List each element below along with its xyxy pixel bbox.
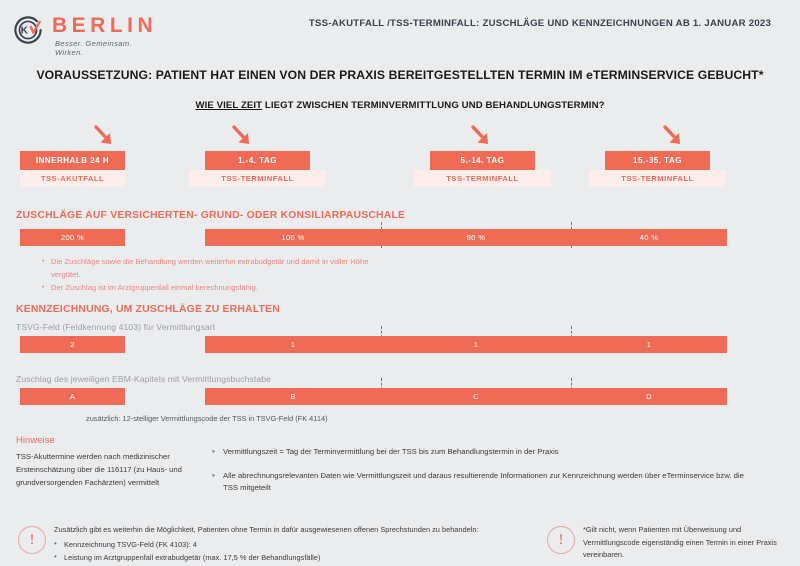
- footer-left-bullet-2: • Leistung im Arztgruppenfall extrabudgetär (max. 17,5 % der Behandlungsfälle): [54, 552, 524, 565]
- marking-row1-bar-3: [381, 336, 571, 353]
- marking-row2-value-2: B: [290, 392, 296, 401]
- marking-row1-value-3: 1: [473, 340, 479, 349]
- footer-left-intro: Zusätzlich gibt es weiterhin die Möglichkeit, Patienten ohne Termin in dafür ausgewiesenen offenen Sprechstunden zu behandeln:: [54, 525, 479, 534]
- phase-range-4: 15.-35. TAG: [605, 151, 710, 170]
- phase-type-2: TSS-TERMINFALL: [189, 170, 326, 187]
- marking-row1-label: TSVG-Feld (Feldkennung 4103) für Vermittlungsart: [16, 322, 216, 332]
- phase-range-2: 1.-4. TAG: [205, 151, 310, 170]
- footer-left-text: [54, 524, 524, 566]
- question-emphasis: WIE VIEL ZEIT: [195, 100, 263, 111]
- marking-row2-bar-4: [571, 388, 727, 405]
- marking-row2-bar-3: [381, 388, 571, 405]
- marking-row1-bar-1: [20, 336, 125, 353]
- surcharges-heading: ZUSCHLÄGE AUF VERSICHERTEN- GRUND- ODER KONSILIARPAUSCHALE: [16, 210, 406, 221]
- surcharge-value-3: 80 %: [466, 233, 486, 242]
- marking-row1-value-4: 1: [646, 340, 652, 349]
- question-remainder: LIEGT ZWISCHEN TERMINVERMITTLUNG UND BEHANDLUNGSTERMIN?: [262, 100, 605, 111]
- down-arrow-icon-4: [661, 124, 687, 150]
- marking-row1-value-2: 1: [290, 340, 296, 349]
- surcharge-value-1: 200 %: [60, 233, 85, 242]
- surcharge-bullet-1: • Die Zuschläge sowie die Behandlung werden weiterhin extrabudgetär und damit in voller Höhe vergütet.: [51, 256, 370, 281]
- hinweise-bullets: [212, 446, 757, 506]
- footer-right-text: *Gilt nicht, wenn Patienten mit Überweisung und Vermittlungscode eigenständig einen Termin in einer Praxis vereinbaren.: [583, 525, 777, 560]
- logo-wordmark: BERLIN: [52, 14, 158, 37]
- hinweise-bullet-1: • Vermittlungszeit = Tag der Terminvermittlung bei der TSS bis zum Behandlungstermin in der Praxis: [212, 446, 757, 459]
- marking-row2-label: Zuschlag des jeweiligen EBM-Kapitels mit Vermittlungsbuchstabe: [16, 374, 272, 384]
- marking-row1-bar-2: [205, 336, 381, 353]
- page-title: TSS-AKUTFALL /TSS-TERMINFALL: ZUSCHLÄGE UND KENNZEICHNUNGEN AB 1. JANUAR 2023: [308, 18, 772, 29]
- exclamation-icon-right: !: [547, 526, 575, 554]
- surcharge-bullet-2: • Der Zuschlag ist im Arztgruppenfall einmal berechnungsfähig.: [51, 282, 370, 295]
- kv-logo-mark-icon: [10, 12, 46, 48]
- marking-row2-note: zusätzlich: 12-stelliger Vermittlungscode der TSS in TSVG-Feld (FK 4114): [86, 414, 328, 423]
- surcharges-bullets: [40, 256, 370, 296]
- marking-row2-bar-2: [205, 388, 381, 405]
- marking-row2-value-3: C: [473, 392, 479, 401]
- surcharge-bar-1: [20, 229, 125, 246]
- down-arrow-icon-1: [92, 124, 118, 150]
- surcharge-value-2: 100 %: [281, 233, 305, 242]
- surcharge-bar-2: [205, 229, 381, 246]
- phase-range-3: 5.-14. TAG: [430, 151, 535, 170]
- hinweise-text: TSS-Akuttermine werden nach medizinischer Ersteinschätzung über die 116117 (zu Haus- und grundversorgenden Fachärzten) vermittelt: [16, 452, 182, 488]
- hinweise-title: Hinweise: [16, 434, 55, 445]
- surcharge-bar-4: [571, 229, 727, 246]
- marking-heading: KENNZEICHNUNG, UM ZUSCHLÄGE ZU ERHALTEN: [16, 304, 280, 315]
- marking-row2-value-1: A: [69, 392, 76, 401]
- marking-row2-bar-1: [20, 388, 125, 405]
- phase-range-1: INNERHALB 24 H: [20, 151, 125, 170]
- down-arrow-icon-3: [469, 124, 495, 150]
- svg-text:K: K: [20, 25, 28, 37]
- phase-type-3: TSS-TERMINFALL: [414, 170, 551, 187]
- precondition-text: VORAUSSETZUNG: PATIENT HAT EINEN VON DER PRAXIS BEREITGESTELLTEN TERMIN IM eTERMINSERVICE GEBUCHT*: [36, 68, 764, 82]
- marking-row2-value-4: D: [646, 392, 652, 401]
- down-arrow-icon-2: [230, 124, 256, 150]
- phase-type-4: TSS-TERMINFALL: [589, 170, 726, 187]
- exclamation-icon-left: !: [18, 526, 46, 554]
- marking-row1-bar-4: [571, 336, 727, 353]
- phase-type-1: TSS-AKUTFALL: [20, 170, 125, 187]
- footer-left-bullet-1: • Kennzeichnung TSVG-Feld (FK 4103): 4: [54, 539, 524, 552]
- logo-claim: Besser. Gemeinsam. Wirken.: [55, 39, 132, 57]
- question-text: [0, 100, 800, 111]
- surcharge-value-4: 40 %: [639, 233, 659, 242]
- hinweise-bullet-2: • Alle abrechnungsrelevanten Daten wie Vermittlungszeit und daraus resultierende Informationen zur Kennzeichnung werden über eTerminservice bzw. die TSS mitgeteilt: [212, 470, 757, 495]
- surcharge-bar-3: [381, 229, 571, 246]
- marking-row1-value-1: 2: [70, 340, 75, 349]
- kv-berlin-logo: [10, 10, 160, 57]
